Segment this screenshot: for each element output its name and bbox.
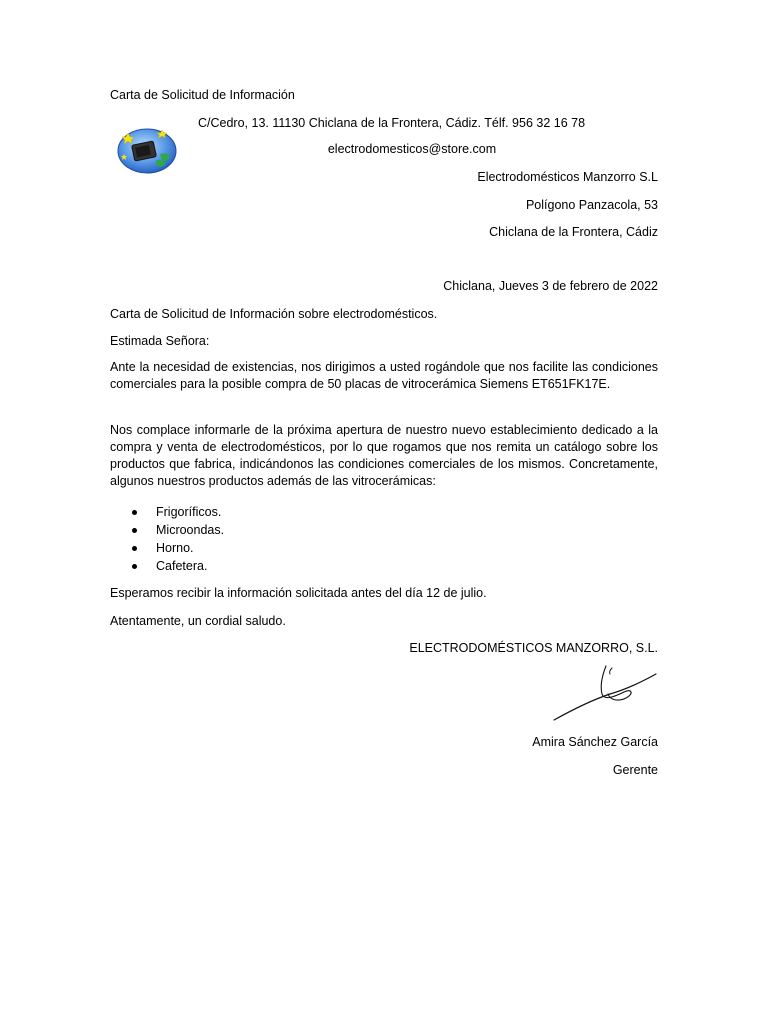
- closing-request: Esperamos recibir la información solicitada antes del día 12 de julio.: [110, 586, 487, 600]
- signer-name: Amira Sánchez García: [532, 735, 658, 749]
- sender-address: C/Cedro, 13. 11130 Chiclana de la Frontera, Cádiz. Télf. 956 32 16 78: [198, 116, 586, 130]
- signer-title: Gerente: [612, 763, 658, 777]
- handwritten-signature: [552, 664, 662, 726]
- closing-greeting: Atentamente, un cordial saludo.: [110, 614, 286, 628]
- list-item: Microondas.: [110, 521, 658, 539]
- recipient-street: Polígono Panzacola, 53: [525, 198, 658, 212]
- recipient-city: Chiclana de la Frontera, Cádiz: [489, 225, 658, 239]
- product-list: [110, 503, 658, 575]
- letter-subject: Carta de Solicitud de Información sobre electrodomésticos.: [110, 307, 438, 321]
- salutation: Estimada Señora:: [110, 334, 210, 348]
- letter-heading: Carta de Solicitud de Información: [110, 88, 295, 102]
- paragraph-opening: Nos complace informarle de la próxima apertura de nuestro nuevo establecimiento dedicado a la compra y venta de electrodomésticos, por lo que rogamos que nos remita un catálogo sobre los productos que fabrica, indicándonos las condiciones comerciales de los mismos. Concretamente, algunos nuestros productos además de las vitrocerámicas:: [110, 423, 658, 488]
- list-item: Frigoríficos.: [110, 503, 658, 521]
- company-signoff: ELECTRODOMÉSTICOS MANZORRO, S.L.: [409, 641, 658, 655]
- recipient-name: Electrodomésticos Manzorro S.L: [477, 170, 658, 184]
- list-item: Cafetera.: [110, 557, 658, 575]
- letter-date: Chiclana, Jueves 3 de febrero de 2022: [443, 279, 658, 293]
- list-item: Horno.: [110, 539, 658, 557]
- sender-email: electrodomesticos@store.com: [327, 142, 497, 156]
- paragraph-request: Ante la necesidad de existencias, nos dirigimos a usted rogándole que nos facilite las condiciones comerciales para la posible compra de 50 placas de vitrocerámica Siemens ET651FK17E.: [110, 360, 658, 391]
